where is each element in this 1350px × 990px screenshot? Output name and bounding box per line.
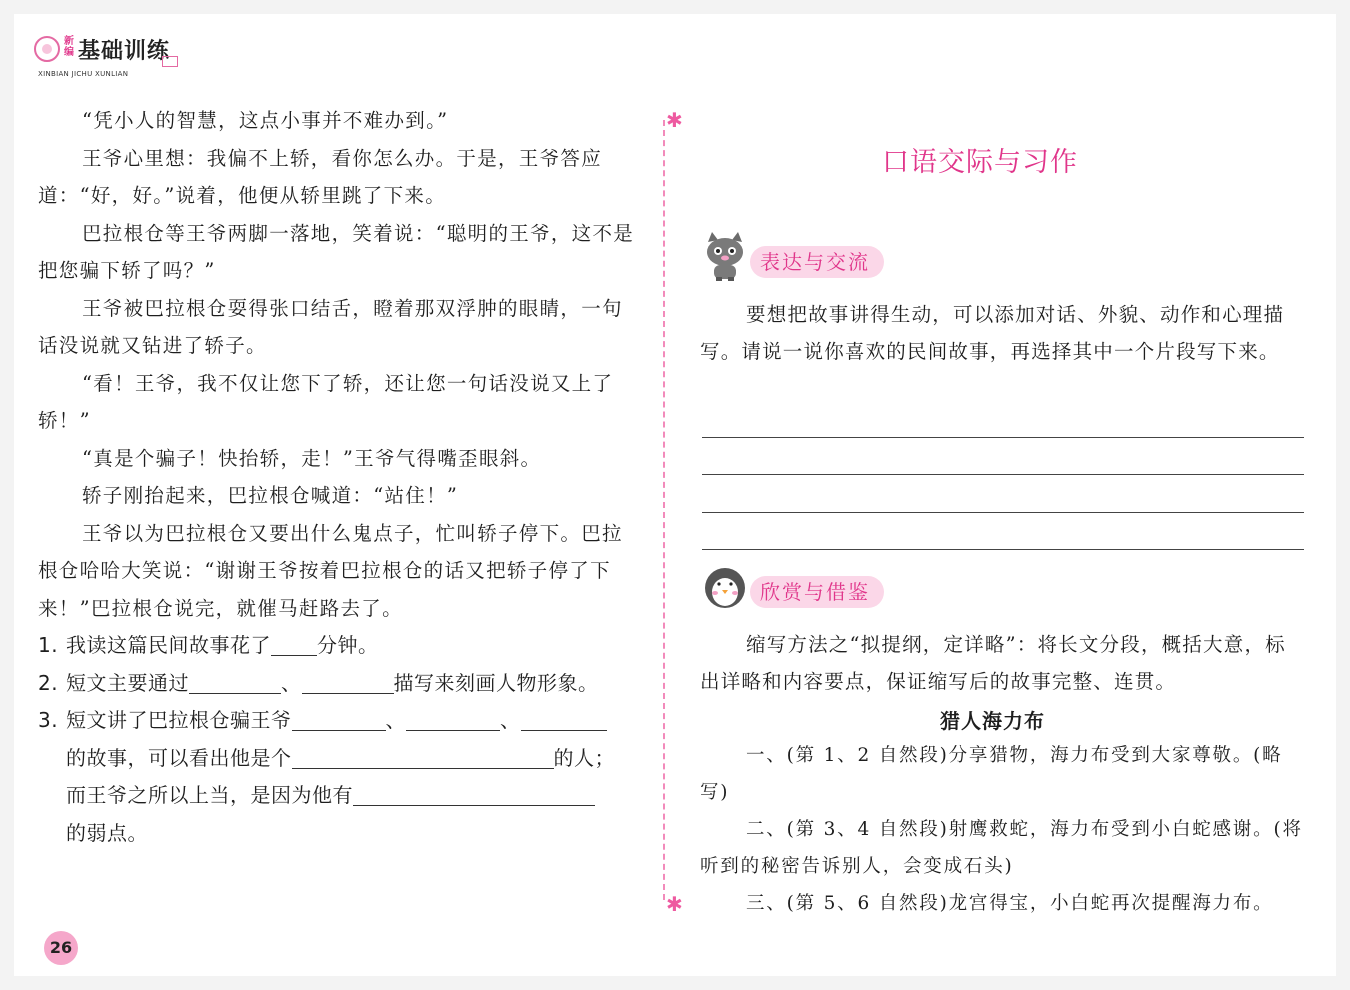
story-paragraph: 王爷以为巴拉根仓又要出什么鬼点子，忙叫轿子停下。巴拉根仓哈哈大笑说：“谢谢王爷按着巴拉根仓的话又把轿子停了下来！”巴拉根仓说完，就催马赶路去了。 (38, 521, 623, 620)
answer-blank[interactable] (189, 671, 281, 694)
story-paragraph: 王爷心里想：我偏不上轿，看你怎么办。于是，王爷答应道：“好，好。”说着，他便从轿里跳了下来。 (38, 146, 603, 207)
cat-mascot-icon (702, 232, 748, 282)
outline-item: 三、(第 5、6 自然段)龙宫得宝，小白蛇再次提醒海力布。 (746, 893, 1274, 914)
answer-blank[interactable] (292, 708, 386, 731)
story-outline (700, 737, 1306, 922)
story-paragraph: “看！王爷，我不仅让您下了轿，还让您一句话没说又上了轿！” (38, 371, 614, 432)
instruction-text: 要想把故事讲得生动，可以添加对话、外貌、动作和心理描写。请说一说你喜欢的民间故事，再选择其中一个片段写下来。 (700, 303, 1285, 363)
outline-item: 二、(第 3、4 自然段)射鹰救蛇，海力布受到小白蛇感谢。(将听到的秘密告诉别人，会变成石头) (700, 819, 1303, 877)
section-badge: 欣赏与借鉴 (750, 576, 884, 608)
story-title: 猎人海力布 (940, 709, 1045, 733)
penguin-mascot-icon (702, 562, 748, 612)
story-paragraph: 轿子刚抬起来，巴拉根仓喊道：“站住！” (82, 484, 459, 507)
book-logo (34, 32, 234, 84)
writing-line[interactable] (702, 512, 1304, 513)
question-separator: 、 (500, 708, 521, 732)
question-text: 描写来刻画人物形象。 (393, 670, 599, 695)
story-column (38, 102, 638, 852)
writing-line[interactable] (702, 549, 1304, 550)
section-badge: 表达与交流 (750, 246, 884, 278)
question-text: 短文主要通过 (66, 670, 189, 695)
question-number: 2. (38, 670, 59, 695)
question-1 (38, 627, 638, 665)
star-icon: ✱ (666, 892, 683, 916)
star-icon: ✱ (666, 108, 683, 132)
expression-header (702, 232, 942, 288)
answer-blank[interactable] (521, 708, 607, 731)
method-text: 缩写方法之“拟提纲，定详略”：将长文分段，概括大意，标出详略和内容要点，保证缩写后的故事完整、连贯。 (700, 633, 1286, 693)
logo-decoration (162, 56, 178, 67)
question-text: 我读这篇民间故事花了 (66, 633, 271, 657)
answer-blank[interactable] (271, 633, 317, 656)
question-2 (38, 665, 638, 703)
question-3-line-2 (38, 740, 638, 778)
question-number: 3. (38, 708, 59, 732)
question-3-line-3 (38, 777, 638, 815)
story-paragraph: “凭小人的智慧，这点小事并不难办到。” (82, 109, 449, 132)
appreciation-header (702, 562, 942, 618)
appreciation-text (700, 626, 1306, 700)
book-title: 基础训练 (78, 39, 171, 64)
logo-new-badge: 新编 (64, 36, 74, 58)
question-text: 分钟。 (317, 633, 379, 657)
writing-line[interactable] (702, 474, 1304, 475)
question-separator: 、 (281, 670, 302, 695)
question-3 (38, 702, 638, 740)
writing-line[interactable] (702, 437, 1304, 438)
outline-item: 一、(第 1、2 自然段)分享猎物，海力布受到大家尊敬。(略写) (700, 745, 1283, 803)
answer-blank[interactable] (353, 783, 595, 806)
question-text: 而王爷之所以上当，是因为他有 (66, 783, 353, 807)
answer-blank[interactable] (406, 708, 500, 731)
question-text: 短文讲了巴拉根仓骗王爷 (66, 708, 292, 732)
question-number: 1. (38, 633, 59, 657)
question-3-line-4 (38, 815, 638, 853)
story-paragraph: 巴拉根仓等王爷两脚一落地，笑着说：“聪明的王爷，这不是把您骗下轿了吗？” (38, 221, 635, 282)
expression-instructions (700, 296, 1306, 370)
question-text: 的人； (553, 745, 615, 770)
answer-blank[interactable] (302, 671, 394, 694)
center-divider (663, 120, 665, 900)
story-paragraph: “真是个骗子！快抬轿，走！”王爷气得嘴歪眼斜。 (82, 446, 542, 470)
question-separator: 、 (385, 708, 406, 732)
page-number: 26 (44, 931, 78, 965)
question-text: 的弱点。 (66, 820, 148, 845)
book-subtitle: XINBIAN JICHU XUNLIAN (38, 70, 129, 78)
answer-blank[interactable] (292, 746, 554, 769)
section-title: 口语交际与习作 (882, 147, 1078, 178)
flower-logo-icon (34, 36, 60, 62)
story-paragraph: 王爷被巴拉根仓耍得张口结舌，瞪着那双浮肿的眼睛，一句话没说就又钻进了轿子。 (38, 296, 623, 357)
question-text: 的故事，可以看出他是个 (66, 745, 292, 770)
